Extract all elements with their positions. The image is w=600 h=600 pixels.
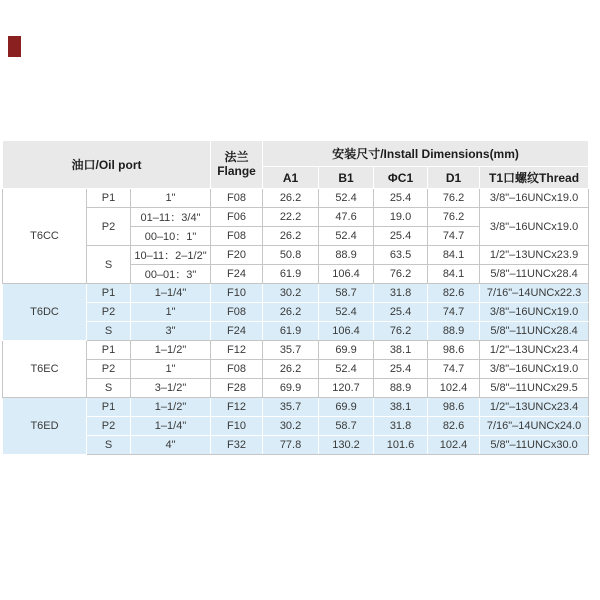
dim-a1-cell: 26.2	[263, 360, 319, 379]
dim-b1-cell: 130.2	[319, 436, 374, 455]
flange-cell: F24	[211, 265, 263, 284]
thread-cell: 3/8"–16UNCx19.0	[480, 208, 589, 246]
dim-b1-cell: 120.7	[319, 379, 374, 398]
table-row	[3, 398, 589, 417]
dim-d1-cell: 102.4	[428, 436, 480, 455]
dim-b1-cell: 58.7	[319, 417, 374, 436]
thread-cell: 5/8"–11UNCx30.0	[480, 436, 589, 455]
dim-a1-cell: 69.9	[263, 379, 319, 398]
thread-cell: 5/8"–11UNCx28.4	[480, 265, 589, 284]
size-cell: 01–11：3/4"	[131, 208, 211, 227]
flange-cell: F08	[211, 227, 263, 246]
thread-cell: 5/8"–11UNCx29.5	[480, 379, 589, 398]
port-cell: P1	[87, 398, 131, 417]
table-row	[3, 322, 589, 341]
dim-d1-cell: 84.1	[428, 246, 480, 265]
port-cell: S	[87, 322, 131, 341]
table-row	[3, 436, 589, 455]
port-cell: P1	[87, 284, 131, 303]
table-row	[3, 379, 589, 398]
dim-b1-cell: 69.9	[319, 341, 374, 360]
dim-c1-cell: 63.5	[374, 246, 428, 265]
dim-c1-cell: 38.1	[374, 398, 428, 417]
flange-cell: F08	[211, 303, 263, 322]
dim-c1-cell: 19.0	[374, 208, 428, 227]
flange-cell: F10	[211, 417, 263, 436]
dim-a1-cell: 50.8	[263, 246, 319, 265]
dim-d1-cell: 82.6	[428, 284, 480, 303]
table-row	[3, 417, 589, 436]
port-cell: P2	[87, 303, 131, 322]
dim-b1-cell: 52.4	[319, 189, 374, 208]
size-cell: 1–1/4"	[131, 284, 211, 303]
flange-header	[211, 141, 263, 189]
size-cell: 3"	[131, 322, 211, 341]
table-header	[3, 141, 589, 189]
dim-c1-cell: 101.6	[374, 436, 428, 455]
dim-c1-cell: 25.4	[374, 360, 428, 379]
dim-b1-cell: 52.4	[319, 227, 374, 246]
table-row	[3, 284, 589, 303]
dim-d1-cell: 74.7	[428, 227, 480, 246]
dim-c1-cell: 31.8	[374, 417, 428, 436]
dim-b1-cell: 88.9	[319, 246, 374, 265]
dim-d1-cell: 82.6	[428, 417, 480, 436]
dim-c1-cell: 76.2	[374, 265, 428, 284]
thread-cell: 7/16"–14UNCx22.3	[480, 284, 589, 303]
dim-c1-cell: 25.4	[374, 303, 428, 322]
oil-port-header: 油口/Oil port	[3, 141, 211, 189]
dim-a1-cell: 35.7	[263, 341, 319, 360]
table-row	[3, 303, 589, 322]
dim-b1-cell: 69.9	[319, 398, 374, 417]
col-header-a1: A1	[263, 167, 319, 189]
dim-b1-cell: 106.4	[319, 265, 374, 284]
size-cell: 1"	[131, 303, 211, 322]
flange-cell: F24	[211, 322, 263, 341]
port-cell: P1	[87, 341, 131, 360]
thread-cell: 5/8"–11UNCx28.4	[480, 322, 589, 341]
dim-d1-cell: 76.2	[428, 189, 480, 208]
col-header-c1: ΦC1	[374, 167, 428, 189]
flange-cell: F12	[211, 341, 263, 360]
port-cell: S	[87, 379, 131, 398]
flange-cell: F32	[211, 436, 263, 455]
install-dimensions-header: 安装尺寸/Install Dimensions(mm)	[263, 141, 589, 167]
dim-a1-cell: 26.2	[263, 303, 319, 322]
dim-d1-cell: 102.4	[428, 379, 480, 398]
size-cell: 00–01：3"	[131, 265, 211, 284]
dim-b1-cell: 47.6	[319, 208, 374, 227]
size-cell: 1"	[131, 360, 211, 379]
table-row	[3, 189, 589, 208]
thread-cell: 3/8"–16UNCx19.0	[480, 189, 589, 208]
port-cell: P2	[87, 208, 131, 246]
dimensions-table	[2, 140, 589, 455]
size-cell: 1–1/2"	[131, 341, 211, 360]
dim-c1-cell: 38.1	[374, 341, 428, 360]
series-cell: T6ED	[3, 398, 87, 455]
series-cell: T6EC	[3, 341, 87, 398]
dim-a1-cell: 26.2	[263, 189, 319, 208]
dim-d1-cell: 98.6	[428, 341, 480, 360]
flange-cell: F10	[211, 284, 263, 303]
col-header-thread: T1口螺纹Thread	[480, 167, 589, 189]
dim-b1-cell: 52.4	[319, 303, 374, 322]
port-cell: P2	[87, 417, 131, 436]
dim-d1-cell: 74.7	[428, 303, 480, 322]
table-row	[3, 208, 589, 227]
flange-cell: F20	[211, 246, 263, 265]
dim-a1-cell: 61.9	[263, 322, 319, 341]
port-cell: S	[87, 246, 131, 284]
thread-cell: 7/16"–14UNCx24.0	[480, 417, 589, 436]
dim-c1-cell: 88.9	[374, 379, 428, 398]
dim-d1-cell: 74.7	[428, 360, 480, 379]
flange-header-en: Flange	[217, 163, 256, 178]
dim-b1-cell: 106.4	[319, 322, 374, 341]
dim-a1-cell: 35.7	[263, 398, 319, 417]
dim-d1-cell: 84.1	[428, 265, 480, 284]
size-cell: 1"	[131, 189, 211, 208]
dim-a1-cell: 30.2	[263, 284, 319, 303]
flange-header-cn: 法兰	[224, 149, 249, 164]
port-cell: P1	[87, 189, 131, 208]
size-cell: 00–10：1"	[131, 227, 211, 246]
table-row	[3, 341, 589, 360]
table-row	[3, 360, 589, 379]
dim-c1-cell: 25.4	[374, 189, 428, 208]
table-body	[3, 189, 589, 455]
size-cell: 1–1/4"	[131, 417, 211, 436]
dim-b1-cell: 52.4	[319, 360, 374, 379]
dim-c1-cell: 76.2	[374, 322, 428, 341]
dim-a1-cell: 30.2	[263, 417, 319, 436]
table-row	[3, 246, 589, 265]
dim-a1-cell: 61.9	[263, 265, 319, 284]
thread-cell: 3/8"–16UNCx19.0	[480, 303, 589, 322]
header-row-1	[3, 141, 589, 167]
dim-a1-cell: 26.2	[263, 227, 319, 246]
series-cell: T6CC	[3, 189, 87, 284]
size-cell: 4"	[131, 436, 211, 455]
flange-cell: F06	[211, 208, 263, 227]
dim-c1-cell: 31.8	[374, 284, 428, 303]
thread-cell: 1/2"–13UNCx23.4	[480, 398, 589, 417]
dim-a1-cell: 77.8	[263, 436, 319, 455]
size-cell: 3–1/2"	[131, 379, 211, 398]
flange-cell: F08	[211, 189, 263, 208]
flange-cell: F28	[211, 379, 263, 398]
flange-cell: F12	[211, 398, 263, 417]
dim-a1-cell: 22.2	[263, 208, 319, 227]
flange-cell: F08	[211, 360, 263, 379]
col-header-b1: B1	[319, 167, 374, 189]
thread-cell: 1/2"–13UNCx23.9	[480, 246, 589, 265]
dim-d1-cell: 88.9	[428, 322, 480, 341]
dim-d1-cell: 98.6	[428, 398, 480, 417]
dim-d1-cell: 76.2	[428, 208, 480, 227]
size-cell: 10–11：2–1/2"	[131, 246, 211, 265]
port-cell: S	[87, 436, 131, 455]
thread-cell: 1/2"–13UNCx23.4	[480, 341, 589, 360]
col-header-d1: D1	[428, 167, 480, 189]
size-cell: 1–1/2"	[131, 398, 211, 417]
port-cell: P2	[87, 360, 131, 379]
logo-mark	[8, 36, 21, 57]
dim-c1-cell: 25.4	[374, 227, 428, 246]
thread-cell: 3/8"–16UNCx19.0	[480, 360, 589, 379]
series-cell: T6DC	[3, 284, 87, 341]
dim-b1-cell: 58.7	[319, 284, 374, 303]
